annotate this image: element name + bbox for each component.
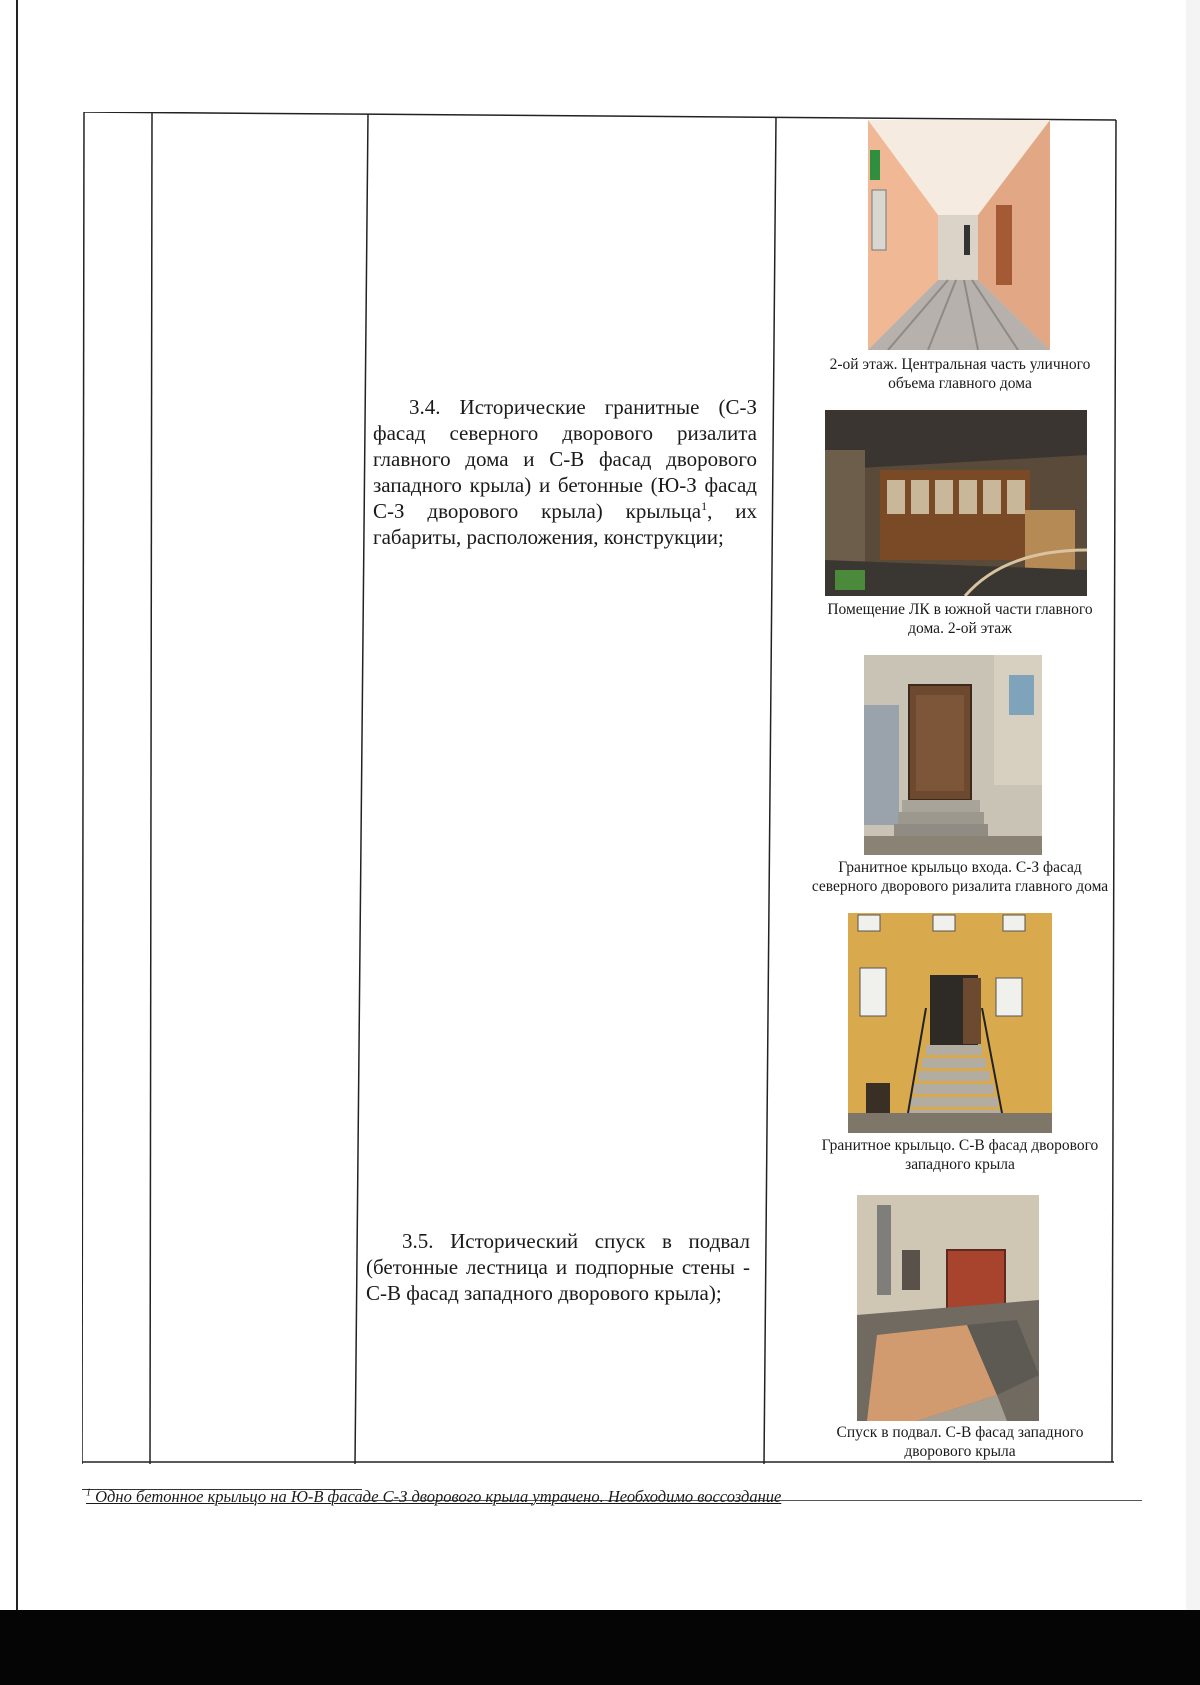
stairs-porch-photo [848,913,1052,1133]
photo-caption [765,355,1155,393]
caption-line: западного крыла [905,1156,1015,1173]
door-porch-photo [864,655,1042,855]
item-3-5 [366,1228,750,1306]
photo-caption [765,600,1155,638]
caption-line: Гранитное крыльцо. С-В фасад дворового [821,1137,1099,1154]
corridor-photo [868,120,1050,350]
item-text: Исторические гранитные (С-З фасад северного дворового ризалита главного дома и С-В фасад дворового западного крыла) и бетонные (Ю-З фасад С-З дворового крыла) крыльца [373,395,758,523]
scan-left-edge [16,0,18,1610]
item-3-4 [373,394,757,550]
basement-descent-photo [857,1195,1039,1421]
caption-line: Гранитное крыльцо входа. С-З фасад [838,859,1082,876]
item-text-tail: , их габариты, расположения, конструкции; [373,499,757,549]
caption-line: объема главного дома [888,375,1032,392]
scan-right-edge [1186,0,1200,1610]
photo-caption [765,1423,1155,1461]
caption-line: дворового крыла [904,1443,1016,1460]
item-number: 3.5. [402,1229,434,1253]
footnote-mark: 1 [86,1487,91,1499]
caption-line: Помещение ЛК в южной части главного [827,601,1093,618]
scan-bottom-border [0,1610,1200,1685]
photo-caption [765,858,1155,896]
caption-line: 2-ой этаж. Центральная часть уличного [829,356,1091,373]
caption-line: северного дворового ризалита главного дома [811,878,1109,895]
footnote-reference: 1 [701,499,708,513]
footnote [86,1487,781,1507]
caption-line: Спуск в подвал. С-В фасад западного [836,1424,1084,1441]
room-photo [825,410,1087,596]
photo-caption [765,1136,1155,1174]
item-number: 3.4. [409,395,441,419]
footnote-text: Одно бетонное крыльцо на Ю-В фасаде С-З дворового крыла утрачено. Необходимо воссоздание [91,1487,782,1506]
item-text: Исторический спуск в подвал (бетонные лестница и подпорные стены - С-В фасад западного дворового крыла); [366,1229,750,1305]
caption-line: дома. 2-ой этаж [908,620,1012,637]
